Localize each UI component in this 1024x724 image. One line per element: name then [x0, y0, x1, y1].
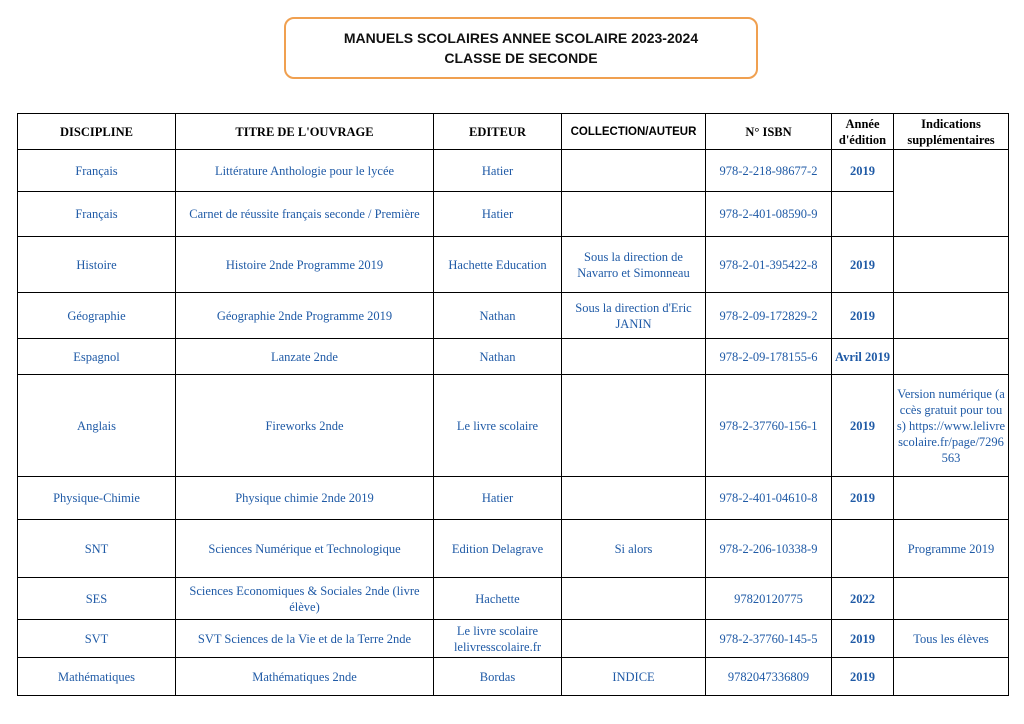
- textbook-table: [17, 113, 1009, 696]
- cell-annee: 2019: [832, 477, 894, 520]
- cell-indications: [894, 293, 1009, 339]
- cell-discipline: SES: [18, 578, 176, 620]
- table-row: [18, 477, 1009, 520]
- cell-editeur: Nathan: [434, 339, 562, 375]
- cell-annee: 2022: [832, 578, 894, 620]
- cell-isbn: 978-2-37760-145-5: [706, 620, 832, 658]
- cell-titre: Histoire 2nde Programme 2019: [176, 237, 434, 293]
- table-row: [18, 150, 1009, 192]
- col-header-editeur: EDITEUR: [434, 114, 562, 150]
- cell-indications: Version numérique (accès gratuit pour tous) https://www.lelivrescolaire.fr/page/7296563: [894, 375, 1009, 477]
- cell-annee: [832, 520, 894, 578]
- cell-editeur: Hatier: [434, 150, 562, 192]
- cell-collection: INDICE: [562, 658, 706, 696]
- cell-isbn: 978-2-401-08590-9: [706, 192, 832, 237]
- cell-discipline: SVT: [18, 620, 176, 658]
- cell-isbn: 978-2-206-10338-9: [706, 520, 832, 578]
- cell-titre: SVT Sciences de la Vie et de la Terre 2nde: [176, 620, 434, 658]
- table-row: [18, 658, 1009, 696]
- cell-isbn: 97820120775: [706, 578, 832, 620]
- cell-isbn: 978-2-09-178155-6: [706, 339, 832, 375]
- cell-discipline: Français: [18, 150, 176, 192]
- col-header-indications: Indications supplémentaires: [894, 114, 1009, 150]
- cell-collection: Si alors: [562, 520, 706, 578]
- cell-indications: [894, 658, 1009, 696]
- cell-isbn: 978-2-37760-156-1: [706, 375, 832, 477]
- cell-isbn: 978-2-218-98677-2: [706, 150, 832, 192]
- cell-indications: Tous les élèves: [894, 620, 1009, 658]
- table-row: [18, 237, 1009, 293]
- table-row: [18, 293, 1009, 339]
- cell-discipline: Anglais: [18, 375, 176, 477]
- cell-annee: 2019: [832, 375, 894, 477]
- cell-titre: Littérature Anthologie pour le lycée: [176, 150, 434, 192]
- cell-discipline: Physique-Chimie: [18, 477, 176, 520]
- table-row: [18, 620, 1009, 658]
- cell-collection: [562, 375, 706, 477]
- cell-editeur: Hachette: [434, 578, 562, 620]
- cell-discipline: Géographie: [18, 293, 176, 339]
- cell-collection: Sous la direction de Navarro et Simonneau: [562, 237, 706, 293]
- cell-collection: [562, 477, 706, 520]
- cell-isbn: 978-2-09-172829-2: [706, 293, 832, 339]
- cell-titre: Géographie 2nde Programme 2019: [176, 293, 434, 339]
- cell-editeur: Le livre scolaire: [434, 375, 562, 477]
- cell-discipline: Histoire: [18, 237, 176, 293]
- cell-indications: [894, 578, 1009, 620]
- table-row: [18, 192, 1009, 237]
- table-header-row: [18, 114, 1009, 150]
- cell-isbn: 978-2-01-395422-8: [706, 237, 832, 293]
- table-row: [18, 578, 1009, 620]
- cell-editeur: Le livre scolaire lelivresscolaire.fr: [434, 620, 562, 658]
- cell-collection: [562, 620, 706, 658]
- cell-editeur: Bordas: [434, 658, 562, 696]
- document-title-box: [284, 17, 758, 79]
- cell-discipline: Mathématiques: [18, 658, 176, 696]
- table-row: [18, 375, 1009, 477]
- col-header-discipline: DISCIPLINE: [18, 114, 176, 150]
- cell-titre: Carnet de réussite français seconde / Première: [176, 192, 434, 237]
- cell-indications: [894, 237, 1009, 293]
- cell-discipline: Français: [18, 192, 176, 237]
- cell-titre: Fireworks 2nde: [176, 375, 434, 477]
- cell-titre: Physique chimie 2nde 2019: [176, 477, 434, 520]
- col-header-annee: Année d'édition: [832, 114, 894, 150]
- cell-titre: Lanzate 2nde: [176, 339, 434, 375]
- cell-titre: Sciences Numérique et Technologique: [176, 520, 434, 578]
- cell-collection: [562, 192, 706, 237]
- cell-isbn: 978-2-401-04610-8: [706, 477, 832, 520]
- col-header-collection: COLLECTION/AUTEUR: [562, 114, 706, 150]
- col-header-isbn: N° ISBN: [706, 114, 832, 150]
- cell-editeur: Nathan: [434, 293, 562, 339]
- cell-isbn: 9782047336809: [706, 658, 832, 696]
- cell-discipline: SNT: [18, 520, 176, 578]
- cell-indications: [894, 339, 1009, 375]
- table-row: [18, 339, 1009, 375]
- cell-annee: 2019: [832, 620, 894, 658]
- cell-editeur: Edition Delagrave: [434, 520, 562, 578]
- cell-titre: Mathématiques 2nde: [176, 658, 434, 696]
- cell-indications: [894, 477, 1009, 520]
- cell-annee: 2019: [832, 150, 894, 192]
- cell-indications: [894, 150, 1009, 237]
- cell-annee: 2019: [832, 658, 894, 696]
- cell-collection: [562, 150, 706, 192]
- cell-collection: Sous la direction d'Eric JANIN: [562, 293, 706, 339]
- cell-editeur: Hatier: [434, 477, 562, 520]
- col-header-titre: TITRE DE L'OUVRAGE: [176, 114, 434, 150]
- cell-titre: Sciences Economiques & Sociales 2nde (livre élève): [176, 578, 434, 620]
- cell-editeur: Hachette Education: [434, 237, 562, 293]
- cell-annee: [832, 192, 894, 237]
- cell-collection: [562, 578, 706, 620]
- cell-indications: Programme 2019: [894, 520, 1009, 578]
- document-title: MANUELS SCOLAIRES ANNEE SCOLAIRE 2023-2024: [343, 30, 699, 46]
- cell-annee: 2019: [832, 237, 894, 293]
- cell-annee: Avril 2019: [832, 339, 894, 375]
- document-subtitle: CLASSE DE SECONDE: [444, 50, 598, 66]
- cell-discipline: Espagnol: [18, 339, 176, 375]
- cell-collection: [562, 339, 706, 375]
- cell-annee: 2019: [832, 293, 894, 339]
- table-row: [18, 520, 1009, 578]
- cell-editeur: Hatier: [434, 192, 562, 237]
